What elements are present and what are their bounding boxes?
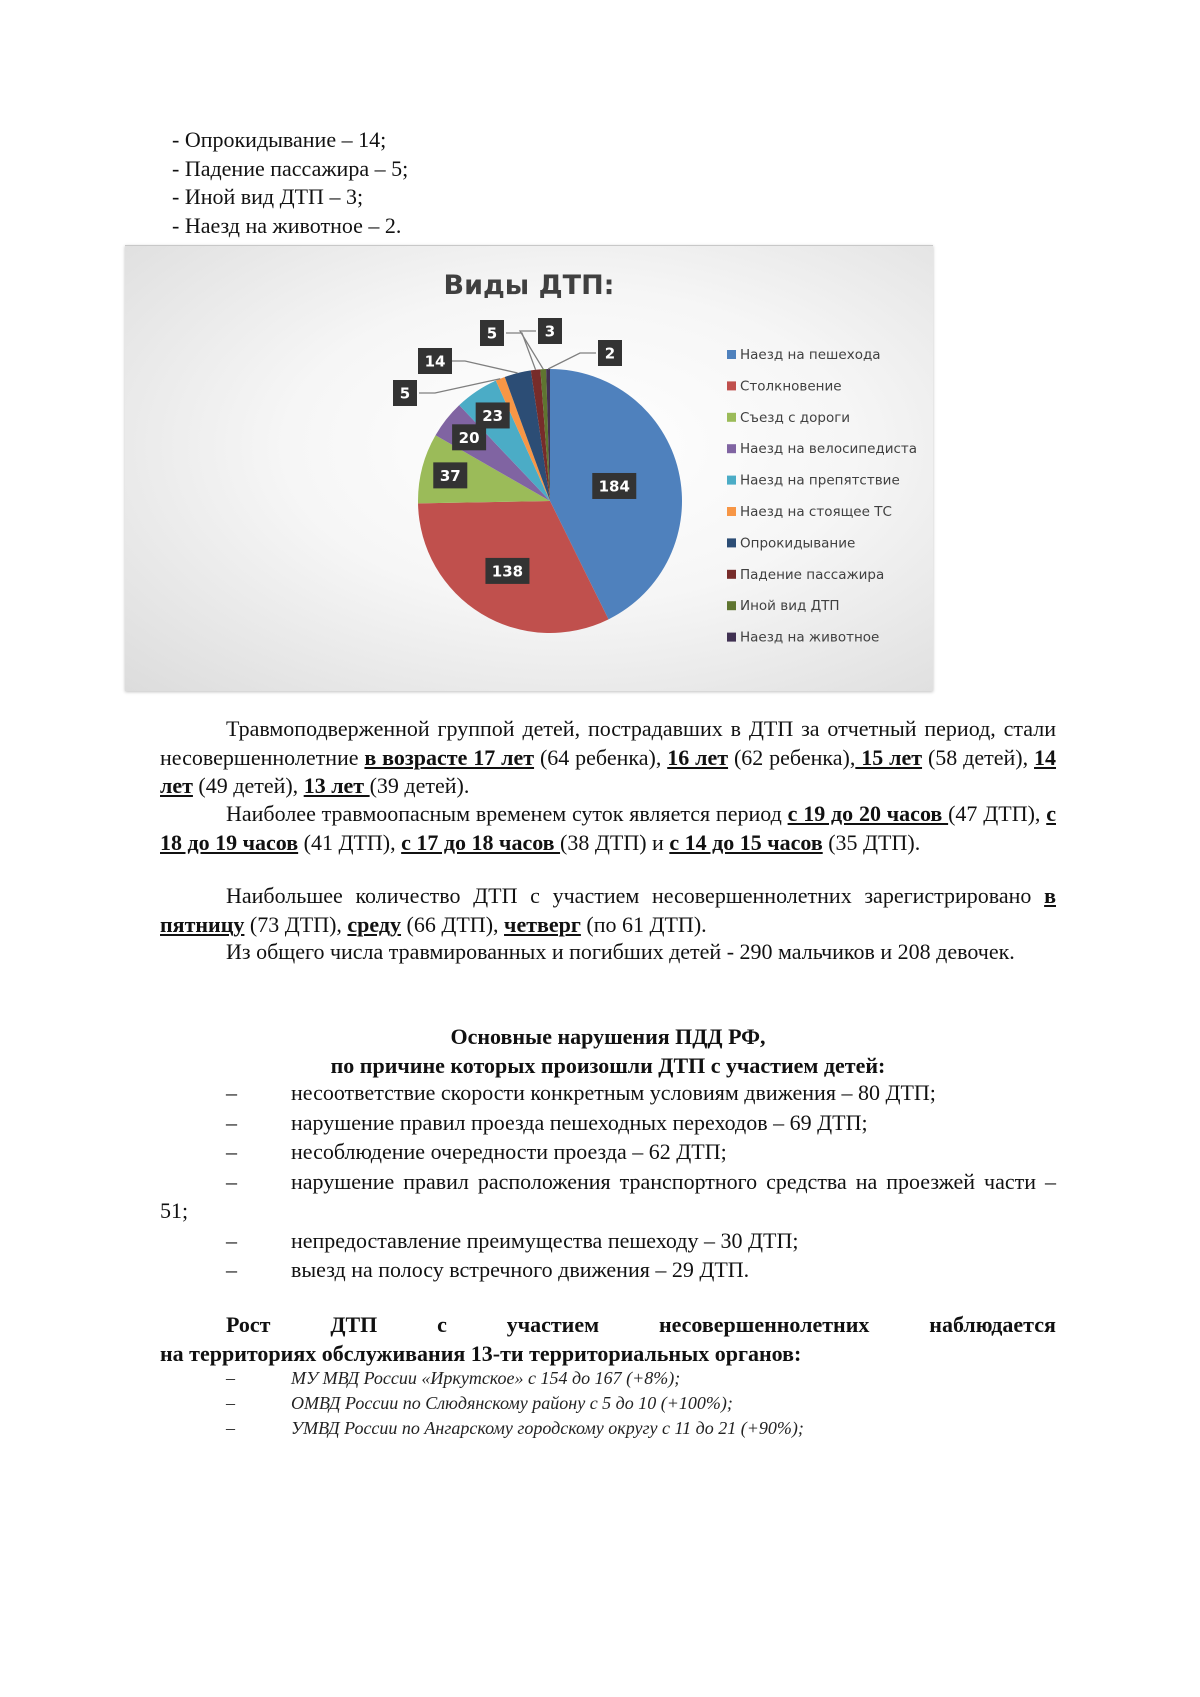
dash-bullet: – — [226, 1257, 237, 1282]
list-item: - Иной вид ДТП – 3; — [172, 184, 364, 209]
growth-heading — [160, 1310, 1056, 1368]
data-label: 2 — [604, 344, 616, 363]
data-label: 5 — [486, 324, 498, 343]
word: наблюдается — [929, 1312, 1056, 1337]
emphasis: в возрасте 17 лет — [364, 744, 535, 770]
emphasis: 15 лет — [855, 744, 923, 770]
chart-title: Виды ДТП: — [443, 270, 615, 301]
text: (49 детей), — [192, 773, 304, 798]
emphasis: с 18 до 19 часов — [160, 801, 1056, 855]
dash-bullet: – — [226, 1168, 237, 1194]
emphasis: с 17 до 18 часов — [401, 829, 561, 855]
emphasis: с 14 до 15 часов — [669, 829, 823, 855]
text: (66 ДТП), — [401, 911, 505, 937]
emphasis: с 19 до 20 часов — [787, 801, 949, 826]
dash-bullet: – — [226, 1418, 235, 1438]
legend-swatch — [727, 350, 736, 359]
word: участием — [506, 1312, 600, 1337]
text: (73 ДТП), — [244, 911, 348, 937]
dash-bullet: – — [226, 1139, 237, 1164]
item-text: ОМВД России по Слюдянскому району с 5 до 10 (+100%); — [291, 1393, 733, 1413]
legend-swatch — [727, 601, 736, 610]
pie-chart — [125, 245, 933, 691]
emphasis: в пятницу — [160, 883, 1056, 937]
emphasis: четверг — [504, 911, 581, 937]
list-item — [160, 1167, 1056, 1226]
legend-label: Столкновение — [740, 378, 842, 395]
item-text: МУ МВД России «Иркутское» с 154 до 167 (+8%); — [291, 1368, 681, 1388]
list-item — [160, 1416, 1056, 1441]
heading-line — [160, 1310, 1056, 1339]
legend-swatch — [727, 413, 736, 422]
data-label: 3 — [544, 322, 556, 341]
list-item: - Наезд на животное – 2. — [172, 212, 402, 238]
word: ДТП — [330, 1312, 378, 1337]
legend-label: Наезд на животное — [740, 629, 880, 646]
text: (58 детей), — [922, 744, 1035, 770]
pie-chart-svg — [125, 246, 933, 691]
list-item — [160, 1137, 1056, 1167]
legend-label: Наезд на пешехода — [740, 347, 881, 363]
growth-list — [160, 1366, 1056, 1441]
legend-swatch — [727, 381, 736, 390]
text: (47 ДТП), — [948, 801, 1047, 826]
text: (64 ребенка), — [534, 744, 668, 770]
legend-swatch — [727, 476, 736, 485]
legend-swatch — [727, 444, 736, 453]
text: (62 ребенка), — [728, 744, 856, 770]
data-label: 184 — [598, 477, 630, 496]
data-label: 20 — [458, 428, 480, 447]
list-item — [160, 1078, 1056, 1108]
legend-label: Иной вид ДТП — [740, 598, 840, 615]
list-item — [160, 1391, 1056, 1416]
paragraph-age — [160, 715, 1056, 801]
list-item — [160, 1108, 1056, 1138]
legend-label: Наезд на стоящее ТС — [740, 504, 892, 520]
dash-bullet: – — [226, 1393, 235, 1413]
legend-swatch — [727, 570, 736, 579]
emphasis: 13 лет — [303, 773, 370, 798]
list-item — [160, 1226, 1056, 1256]
item-text: непредоставление преимущества пешеходу – 30 ДТП; — [291, 1227, 799, 1253]
paragraph-days — [160, 882, 1056, 939]
pie-slices — [418, 369, 682, 633]
heading-line: на территориях обслуживания 13-ти территориальных органов: — [160, 1341, 802, 1366]
paragraph-gender: Из общего числа травмированных и погибших детей - 290 мальчиков и 208 девочек. — [226, 939, 1015, 964]
word: Рост — [226, 1312, 271, 1337]
text: (41 ДТП), — [298, 829, 402, 855]
data-label: 138 — [491, 562, 524, 581]
violations-heading — [160, 1022, 1056, 1080]
violations-list — [160, 1078, 1056, 1285]
chart-legend — [727, 347, 917, 646]
emphasis: 14 лет — [160, 744, 1057, 798]
accident-type-list — [172, 126, 408, 240]
text: Наибольшее количество ДТП с участием несовершеннолетних зарегистрировано — [226, 883, 1045, 908]
heading-line: Основные нарушения ПДД РФ, — [450, 1024, 766, 1049]
legend-swatch — [727, 507, 736, 516]
item-text: нарушение правил расположения транспортного средства на проезжей части – 51; — [160, 1168, 1056, 1223]
emphasis: среду — [347, 911, 402, 937]
text: (39 детей). — [369, 773, 470, 798]
dash-bullet: – — [226, 1227, 237, 1253]
paragraph-time — [160, 800, 1056, 857]
data-label: 23 — [482, 406, 504, 425]
legend-swatch — [727, 633, 736, 642]
dash-bullet: – — [226, 1080, 237, 1105]
dash-bullet: – — [226, 1109, 237, 1135]
text: Наиболее травмоопасным временем суток является период — [226, 801, 788, 826]
leader-line — [548, 353, 596, 369]
data-label: 5 — [399, 384, 411, 403]
legend-label: Наезд на препятствие — [740, 472, 900, 489]
word: несовершеннолетних — [658, 1312, 870, 1337]
data-label: 14 — [424, 352, 446, 371]
item-text: нарушение правил проезда пешеходных переходов – 69 ДТП; — [291, 1109, 868, 1135]
item-text: несоответствие скорости конкретным условиям движения – 80 ДТП; — [291, 1080, 936, 1105]
item-text: УМВД России по Ангарскому городскому округу с 11 до 21 (+90%); — [291, 1418, 804, 1438]
data-label: 37 — [439, 466, 461, 485]
text: (по 61 ДТП). — [580, 911, 707, 937]
leader-line — [449, 361, 518, 373]
word: с — [437, 1312, 447, 1337]
legend-label: Опрокидывание — [740, 535, 856, 552]
text: (38 ДТП) и — [560, 829, 670, 855]
leader-line — [506, 333, 536, 370]
legend-swatch — [727, 538, 736, 547]
list-item — [160, 1366, 1056, 1391]
text: (35 ДТП). — [822, 829, 921, 855]
item-text: выезд на полосу встречного движения – 29 ДТП. — [291, 1257, 750, 1282]
legend-label: Наезд на велосипедиста — [740, 441, 918, 458]
list-item: - Опрокидывание – 14; — [172, 127, 387, 152]
emphasis: 16 лет — [667, 744, 729, 770]
item-text: несоблюдение очередности проезда – 62 ДТП; — [291, 1139, 727, 1164]
heading-line: по причине которых произошли ДТП с участием детей: — [330, 1053, 886, 1078]
list-item — [160, 1255, 1056, 1285]
list-item: - Падение пассажира – 5; — [172, 155, 409, 181]
dash-bullet: – — [226, 1368, 235, 1388]
legend-label: Съезд с дороги — [740, 409, 851, 426]
text: Травмоподверженной группой детей, пострадавших в ДТП за отчетный период, стали несовершеннолетние — [160, 716, 1056, 770]
legend-label: Падение пассажира — [740, 566, 885, 583]
